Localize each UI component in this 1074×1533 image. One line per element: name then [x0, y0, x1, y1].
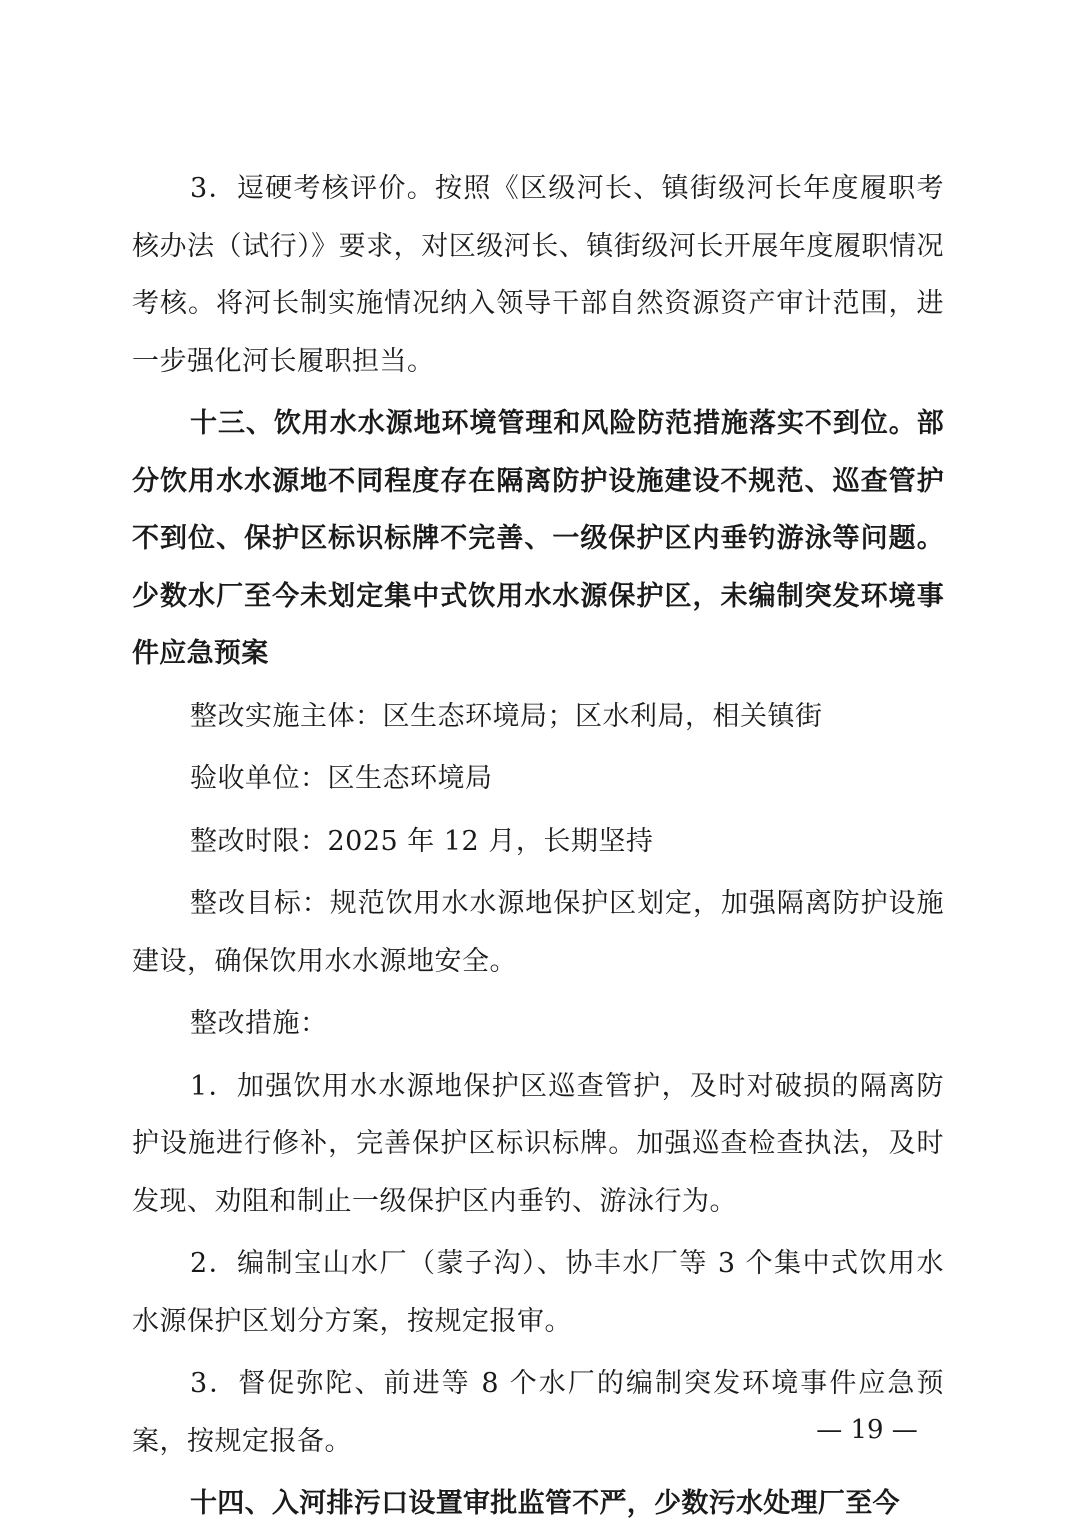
section-heading-13: 十三、饮用水水源地环境管理和风险防范措施落实不到位。部分饮用水水源地不同程度存在隔离防护设施建设不规范、巡查管护不到位、保护区标识标牌不完善、一级保护区内垂钓游泳等问题。少数水厂至今未划定集中式饮用水水源保护区，未编制突发环境事件应急预案	[132, 408, 944, 669]
document-body	[132, 160, 944, 1533]
paragraph-responsible-party: 整改实施主体：区生态环境局；区水利局，相关镇街	[190, 700, 823, 732]
paragraph-deadline: 整改时限：2025 年 12 月，长期坚持	[190, 825, 654, 857]
paragraph-measure-3: 3．督促弥陀、前进等 8 个水厂的编制突发环境事件应急预案，按规定报备。	[132, 1368, 944, 1457]
paragraph-measures-label: 整改措施：	[190, 1008, 328, 1039]
paragraph-measure-2: 2．编制宝山水厂（蒙子沟）、协丰水厂等 3 个集中式饮用水水源保护区划分方案，按规定报审。	[132, 1248, 944, 1337]
paragraph-assessment: 3．逗硬考核评价。按照《区级河长、镇街级河长年度履职考核办法（试行）》要求，对区级河长、镇街级河长开展年度履职情况考核。将河长制实施情况纳入领导干部自然资源资产审计范围，进一步强化河长履职担当。	[132, 173, 944, 377]
paragraph-acceptance-unit: 验收单位：区生态环境局	[190, 763, 493, 794]
paragraph-goal: 整改目标：规范饮用水水源地保护区划定，加强隔离防护设施建设，确保饮用水水源地安全。	[132, 888, 944, 977]
page-number: — 19 —	[816, 1415, 918, 1445]
paragraph-measure-1: 1．加强饮用水水源地保护区巡查管护，及时对破损的隔离防护设施进行修补，完善保护区标识标牌。加强巡查检查执法，及时发现、劝阻和制止一级保护区内垂钓、游泳行为。	[132, 1070, 944, 1217]
section-heading-14: 十四、入河排污口设置审批监管不严，少数污水处理厂至今	[190, 1488, 900, 1519]
